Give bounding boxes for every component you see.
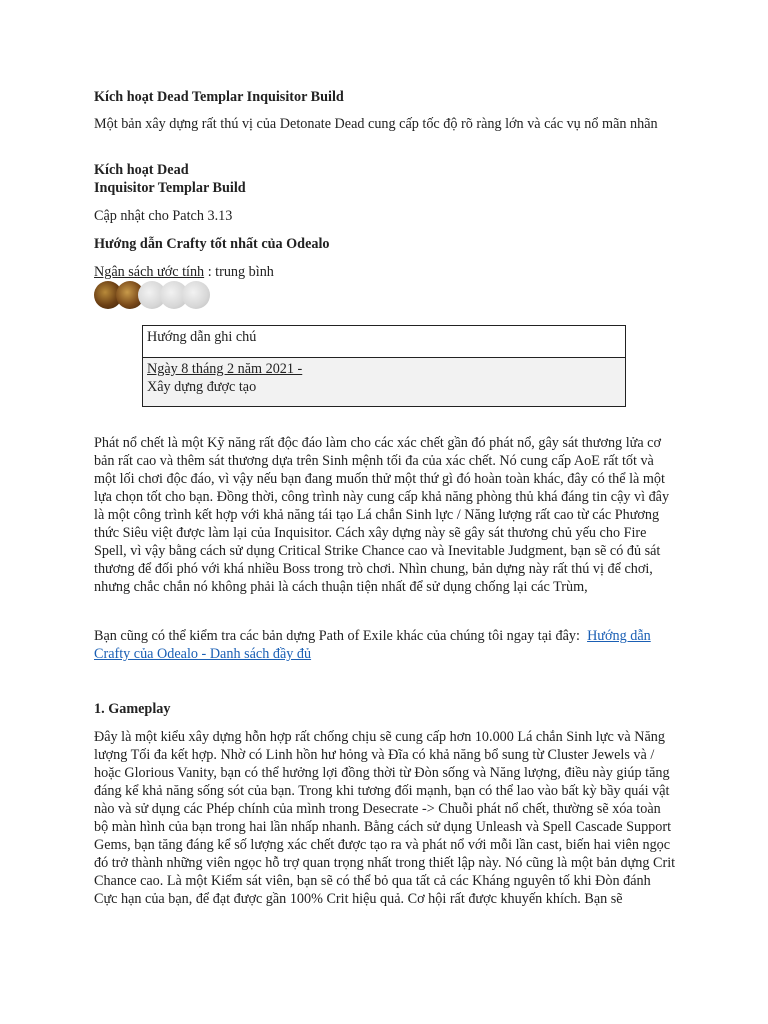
paragraph-2-text: Bạn cũng có thể kiểm tra các bản dựng Path of Exile khác của chúng tôi ngay tại đây: bbox=[94, 628, 580, 644]
build-subtitle-line1: Kích hoạt Dead bbox=[94, 162, 189, 178]
notes-header: Hướng dẫn ghi chú bbox=[143, 326, 626, 358]
notes-entry bbox=[143, 358, 626, 407]
guide-notes-table bbox=[142, 325, 626, 407]
notes-text: Xây dựng được tạo bbox=[147, 379, 257, 395]
paragraph-3: Đây là một kiểu xây dựng hỗn hợp rất chống chịu sẽ cung cấp hơn 10.000 Lá chắn Sinh lực và Năng lượng Tối đa kết hợp. Nhờ có Linh hồn hư hỏng và Đĩa có khả năng bổ sung từ Cluster Jewels và / hoặc Glorious Vanity, bạn có thể hưởng lợi đồng thời từ Đòn sống và Năng lượng, điều này giúp tăng đáng kể khả năng sống sót của bạn. Trong khi tương đối mạnh, bạn có thể lao vào bất kỳ bầy quái vật nào và sử dụng các Phép chính của mình trong Desecrate -> Chuỗi phát nổ chết, thường sẽ xóa toàn bộ màn hình của bạn trong hai lần nhấp nhanh. Bằng cách sử dụng Unleash và Spell Cascade Support Gems, bạn tăng đáng kể số lượng xác chết được tạo ra và phát nổ với mỗi lần cast, biến hai viên ngọc đó trở thành những viên ngọc hỗ trợ quan trọng nhất trong thiết lập này. Nó cũng là một bản dựng Crit Chance cao. Là một Kiểm sát viên, bạn sẽ có thể bỏ qua tất cả các Kháng nguyên tố khi Đòn đánh Cực hạn của bạn, để đạt được gần 100% Crit hiệu quả. Cơ hội rất được khuyến khích. Bạn sẽ bbox=[94, 729, 676, 907]
budget-coin-empty-icon bbox=[182, 281, 210, 309]
budget-line bbox=[94, 263, 676, 281]
section-1-title: 1. Gameplay bbox=[94, 701, 171, 717]
paragraph-2 bbox=[94, 627, 676, 663]
notes-date: Ngày 8 tháng 2 năm 2021 - bbox=[147, 361, 303, 377]
full-list-link[interactable]: Hướng dẫn Crafty của Odealo - Danh sách đầy đủ bbox=[94, 628, 651, 662]
build-subtitle-line2: Inquisitor Templar Build bbox=[94, 180, 246, 196]
intro-paragraph: Một bản xây dựng rất thú vị của Detonate Dead cung cấp tốc độ rõ ràng lớn và các vụ nổ mãn nhãn bbox=[94, 116, 658, 132]
budget-label: Ngân sách ước tính bbox=[94, 264, 205, 280]
budget-coins bbox=[94, 281, 204, 309]
doc-title: Kích hoạt Dead Templar Inquisitor Build bbox=[94, 89, 344, 105]
budget-value: : trung bình bbox=[204, 264, 274, 280]
paragraph-1: Phát nổ chết là một Kỹ năng rất độc đáo làm cho các xác chết gần đó phát nổ, gây sát thương lửa cơ bản rất cao và thêm sát thương dựa trên Sinh mệnh tối đa của xác chết. Nó cung cấp AoE rất tốt và một lối chơi độc đáo, vì vậy nếu bạn đang muốn thử một thứ gì đó hoàn toàn khác, đây có thể là một lựa chọn tốt cho bạn. Đồng thời, công trình này cung cấp khả năng phòng thủ khá đáng tin cậy vì đây là một công trình kết hợp với khả năng tái tạo Lá chắn Sinh lực / Năng lượng rất cao từ các Phương thức Siêu việt được làm lại của Inquisitor. Cách xây dựng này sẽ gây sát thương chủ yếu cho Fire Spell, vì vậy bằng cách sử dụng Critical Strike Chance cao và Inevitable Judgment, bạn sẽ có đủ sát thương để đối phó với khá nhiều Boss trong trò chơi. Nhìn chung, bản dựng này rất thú vị để chơi, nhưng chắc chắn nó không phải là cách thuận tiện nhất để sử dụng chống lại các Trùm, bbox=[94, 435, 670, 595]
update-note: Cập nhật cho Patch 3.13 bbox=[94, 208, 233, 224]
guide-title: Hướng dẫn Crafty tốt nhất của Odealo bbox=[94, 236, 330, 252]
